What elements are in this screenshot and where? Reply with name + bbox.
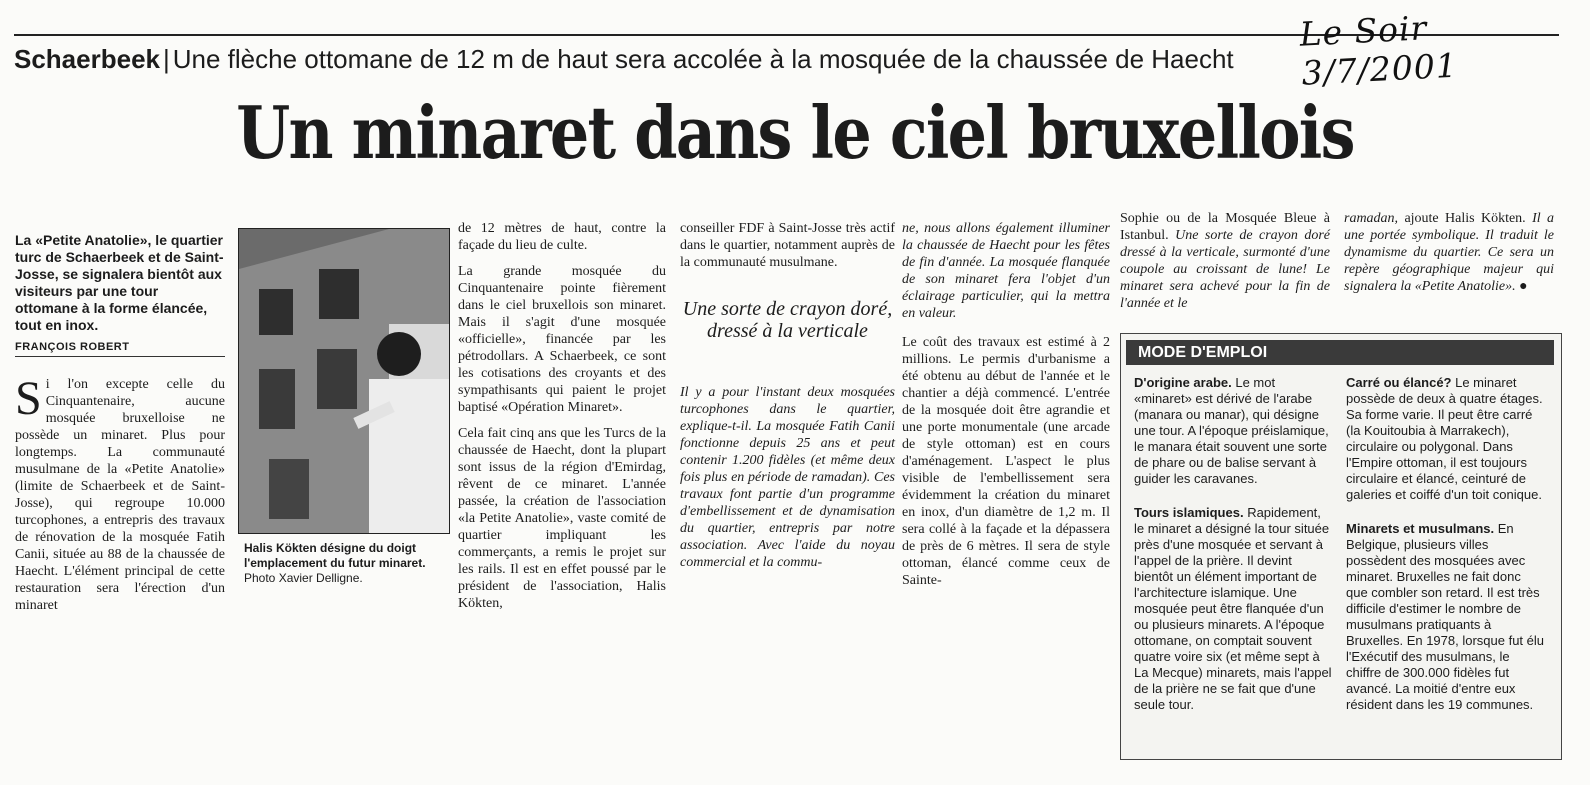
sidebar-entry-text: En Belgique, plusieurs villes possèdent des mosquées avec minaret. Bruxelles ne fait donc que combler son retard. Il est très difficile d'estimer le nombre de musulmans pratiquants à Bruxelles. En 1978, lorsque fut élu l'Exécutif des musulmans, le chiffre de 300.000 fidèles fut avancé. La moitié d'entre eux résident dans les 19 communes. [1346, 521, 1545, 712]
column-7 [1344, 210, 1554, 304]
column-7-italic-b: Il a une portée symbolique. Il traduit le dynamisme du quartier. Ce sera un repère géographique majeur qui signalera la «Petite Anatolie». [1344, 211, 1554, 294]
column-3-p1: de 12 mètres de haut, contre la façade du lieu de culte. [458, 221, 666, 253]
sidebar-entry [1134, 505, 1334, 713]
photo-caption-text: Halis Kökten désigne du doigt l'emplacement du futur minaret. [244, 541, 426, 570]
chapeau: La «Petite Anatolie», le quartier turc de Schaerbeek et de Saint-Josse, se signalera bientôt aux visiteurs par une tour ottomane à la forme élancée, tout en inox. [15, 232, 224, 333]
kicker-place: Schaerbeek [14, 44, 160, 74]
sidebar-entry-head: Tours islamiques. [1134, 505, 1244, 520]
kicker-text: Une flèche ottomane de 12 m de haut sera accolée à la mosquée de la chaussée de Haecht [172, 44, 1234, 74]
sidebar-left-column [1134, 375, 1334, 722]
article-photo [238, 228, 450, 534]
column-7-italic-a: ramadan, [1344, 211, 1399, 226]
column-3-p3: Cela fait cinq ans que les Turcs de la chaussée de Haecht, dont la plupart sont issus de la région d'Emirdag, rêvent de ce minaret. L'année passée, la création de l'association «la Petite Anatolie», vaste comité de quartier impliquant les commerçants, a remis le projet sur les rails. Il est en effet poussé par le président de l'association, Halis Kökten, [458, 426, 666, 611]
column-4-p2: Il y a pour l'instant deux mosquées turcophones dans le quartier, explique-t-il. La mosquée Fatih Canii fonctionne depuis 25 ans et peut contenir 1.200 fidèles (et même deux fois plus en période de ramadan). Ces travaux font partie d'un programme d'embellissement et de dynamisation du quartier, entrepris par notre association. Avec l'aide du noyau commercial et la commu- [680, 385, 895, 570]
sidebar-right-column [1346, 375, 1546, 722]
column-6-italic: Une sorte de crayon doré dressé à la verticale, surmonté d'une coupole au croissant de lune! Le minaret sera achevé pour la fin de l'année et le [1120, 228, 1331, 311]
sidebar-entry-head: Minarets et musulmans. [1346, 521, 1495, 536]
column-3 [458, 220, 666, 621]
sidebar-entry [1346, 521, 1546, 713]
column-6 [1120, 210, 1330, 321]
headline: Un minaret dans le ciel bruxellois [236, 90, 1354, 175]
drop-cap: S [15, 372, 42, 425]
column-1-text: i l'on excepte celle du Cinquantenaire, aucune mosquée bruxelloise ne possède un minaret. Plus pour longtemps. La communauté musulmane de la «Petite Anatolie» (limite de Schaerbeek et de Saint-Josse), qui regroupe 10.000 turcophones, a entrepris des travaux de rénovation de la mosquée Fatih Canii, située au 88 de la chaussée de Haecht. L'élément principal de cette restauration sera l'érection d'un minaret [15, 377, 225, 613]
sidebar-entry-text: Rapidement, le minaret a désigné la tour située près d'une mosquée et servant à l'appel de la prière. Il devint bientôt un élément important de l'architecture islamique. Une mosquée peut être flanquée d'un ou plusieurs minarets. A l'époque ottomane, on comptait souvent quatre voire six (et même sept à La Mecque) minarets, mais l'appel de la prière ne se fait que d'une seule tour. [1134, 505, 1332, 712]
photo-building-illustration [239, 229, 449, 533]
column-6-start: Sophie ou de la Mosquée Bleue à Istanbul. [1120, 211, 1330, 243]
sidebar-title: MODE D'EMPLOI [1126, 340, 1554, 365]
column-5 [902, 220, 1110, 598]
sidebar-entry-text: Le mot «minaret» est dérivé de l'arabe (manara ou manar), qui désigne une tour. A l'époque préislamique, le manara était souvent une sorte de phare ou de balise servant à guider les caravanes. [1134, 375, 1329, 486]
sidebar-entry [1346, 375, 1546, 503]
column-5-p1: ne, nous allons également illuminer la chaussée de Haecht pour les fêtes de fin d'année. La mosquée flanquée de son minaret fera l'objet d'un éclairage particulier, qui la mettra en valeur. [902, 221, 1110, 321]
column-1 [15, 372, 225, 623]
pull-quote: Une sorte de crayon doré, dressé à la verticale [682, 298, 893, 342]
column-3-p2: La grande mosquée du Cinquantenaire pointe fièrement dans le ciel bruxellois son minaret. Mais il s'agit d'une mosquée «officielle», financée par les pétrodollars. A Schaerbeek, ce sont les cotisations des croyants et des sympathisants qui paient le projet baptisé «Opération Minaret». [458, 264, 666, 415]
kicker [14, 44, 1294, 78]
kicker-separator: | [162, 44, 170, 74]
end-mark: ● [1515, 279, 1528, 294]
column-5-p2: Le coût des travaux est estimé à 2 millions. Le permis d'urbanisme a été obtenu au début de l'année et le chantier a déjà commencé. L'entrée de la mosquée doit être agrandie et une porte monumentale (une arcade de style ottoman) est en cours d'aménagement. L'aspect le plus visible de l'embellissement sera évidemment la création du minaret en inox, d'un diamètre de 1,2 m. Il sera collé à la façade et la dépassera de près de 6 mètres. Il sera de style ottoman, élancé comme ceux de Sainte- [902, 335, 1110, 588]
column-4-top [680, 220, 895, 280]
handwritten-source-note: Le Soir 3/7/2001 [1298, 8, 1459, 93]
sidebar-entry-head: D'origine arabe. [1134, 375, 1232, 390]
column-7-regular: ajoute Halis Kökten. [1398, 211, 1533, 226]
column-4-bottom [680, 384, 895, 580]
sidebar-entry [1134, 375, 1334, 487]
sidebar-entry-text: Le minaret possède de deux à quatre étages. Sa forme varie. Il peut être carré (la Kouitoubia à Marrakech), circulaire ou polygonal. Dans l'Empire ottoman, il est toujours circulaire et élancé, ceinturé de galeries et coiffé d'un toit conique. [1346, 375, 1543, 502]
byline: FRANÇOIS ROBERT [15, 341, 225, 357]
sidebar-entry-head: Carré ou élancé? [1346, 375, 1452, 390]
photo-credit: Photo Xavier Delligne. [244, 571, 363, 585]
photo-caption [244, 541, 454, 586]
column-4-p1: conseiller FDF à Saint-Josse très actif dans le quartier, notamment auprès de la communauté musulmane. [680, 221, 895, 270]
